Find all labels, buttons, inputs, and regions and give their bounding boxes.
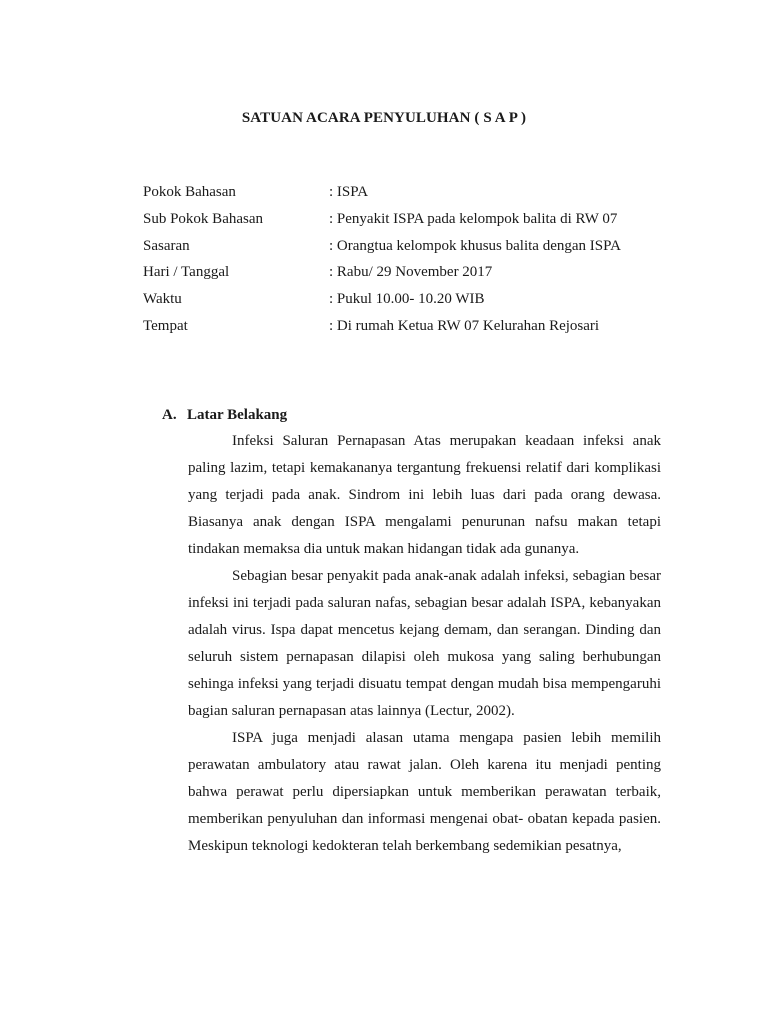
info-value: : ISPA [329, 184, 369, 200]
info-row-pokok-bahasan [143, 179, 663, 206]
info-row-tempat [143, 313, 663, 340]
info-row-sasaran [143, 233, 663, 260]
info-table [143, 179, 663, 340]
info-value: : Pukul 10.00- 10.20 WIB [329, 291, 485, 308]
info-label: Tempat [143, 317, 188, 334]
section-title: Latar Belakang [187, 407, 288, 423]
paragraph: ISPA juga menjadi alasan utama mengapa pasien lebih memilih perawatan ambulatory atau rawat jalan. Oleh karena itu menjadi penting bahwa perawat perlu dipersiapkan untuk memberikan perawatan terbaik, memberikan penyuluhan dan informasi mengenai obat- obatan kepada pasien. Meskipun teknologi kedokteran telah berkembang sedemikian pesatnya, [188, 730, 661, 854]
info-label: Waktu [143, 291, 182, 308]
document-title: SATUAN ACARA PENYULUHAN ( S A P ) [241, 110, 527, 126]
info-value: : Penyakit ISPA pada kelompok balita di RW 07 [329, 210, 618, 227]
info-row-sub-pokok-bahasan [143, 206, 663, 233]
section-body [188, 428, 661, 860]
info-label: Pokok Bahasan [143, 184, 236, 200]
paragraph: Infeksi Saluran Pernapasan Atas merupakan keadaan infeksi anak paling lazim, tetapi kemakananya tergantung frekuensi relatif dari komplikasi yang terjadi pada anak. Sindrom ini lebih luas dari pada orang dewasa. Biasanya anak dengan ISPA mengalami penurunan nafsu makan tetapi tindakan memaksa dia untuk makan hidangan tidak ada gunanya. [188, 433, 661, 557]
info-row-waktu [143, 286, 663, 313]
info-label: Hari / Tanggal [143, 264, 230, 281]
info-label: Sasaran [143, 237, 190, 254]
section-letter: A. [162, 407, 177, 423]
paragraph: Sebagian besar penyakit pada anak-anak adalah infeksi, sebagian besar infeksi ini terjadi pada saluran nafas, sebagian besar adalah ISPA, kebanyakan adalah virus. Ispa dapat mencetus kejang demam, dan serangan. Dinding dan seluruh sistem pernapasan dilapisi oleh mukosa yang saling berhubungan sehinga infeksi yang terjadi disuatu tempat dengan mudah bisa mempengaruhi bagian saluran pernapasan atas lainnya (Lectur, 2002). [188, 568, 661, 719]
info-row-hari-tanggal [143, 259, 663, 286]
section-heading [162, 407, 287, 424]
info-value: : Rabu/ 29 November 2017 [329, 264, 493, 281]
info-value: : Orangtua kelompok khusus balita dengan ISPA [329, 237, 621, 254]
info-value: : Di rumah Ketua RW 07 Kelurahan Rejosari [329, 317, 600, 334]
info-label: Sub Pokok Bahasan [143, 210, 263, 227]
